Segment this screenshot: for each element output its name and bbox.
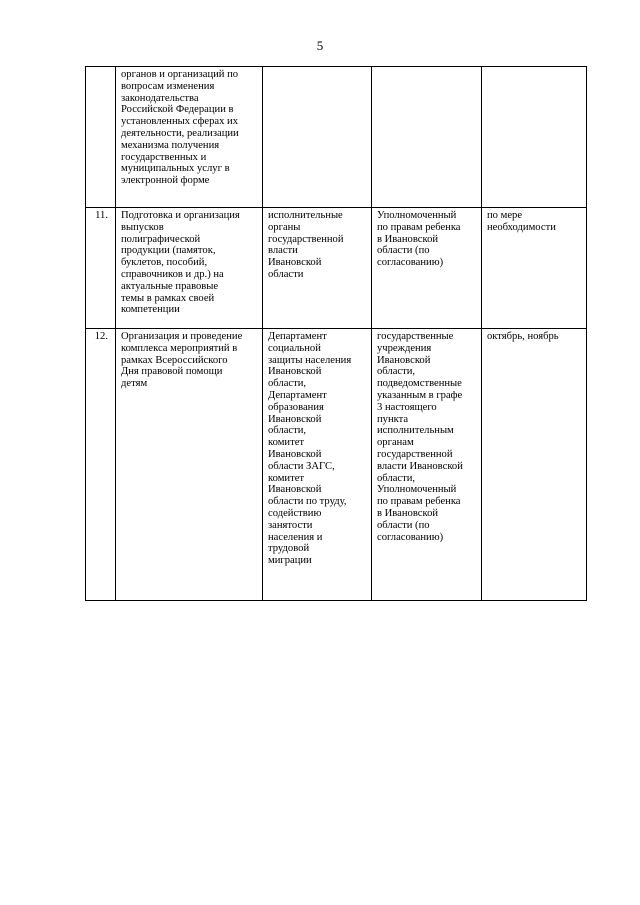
page-number: 5 <box>316 38 324 53</box>
events-table <box>85 66 587 601</box>
table-row <box>86 67 587 208</box>
deadline-cell <box>482 67 587 208</box>
deadline-cell: по мере необходимости <box>482 208 587 329</box>
responsible-cell: исполнительные органы государственной власти Ивановской области <box>263 208 372 329</box>
table-row <box>86 208 587 329</box>
event-cell: органов и организаций по вопросам изменения законодательства Российской Федерации в установленных сферах их деятельности, реализации механизма получения государственных и муниципальных услуг в электронной форме <box>116 67 263 208</box>
participants-cell: государственные учреждения Ивановской области, подведомственные указанным в графе 3 настоящего пункта исполнительным органам государственной власти Ивановской области, Уполномоченный по правам ребенка в Ивановской области (по согласованию) <box>372 329 482 601</box>
event-cell: Подготовка и организация выпусков полиграфической продукции (памяток, буклетов, пособий, справочников и др.) на актуальные правовые темы в рамках своей компетенции <box>116 208 263 329</box>
row-number-cell: 11. <box>86 208 116 329</box>
table-row <box>86 329 587 601</box>
responsible-cell <box>263 67 372 208</box>
responsible-cell: Департамент социальной защиты населения Ивановской области, Департамент образования Ивановской области, комитет Ивановской области ЗАГС, комитет Ивановской области по труду, содействию занятости населения и трудовой миграции <box>263 329 372 601</box>
row-number-cell <box>86 67 116 208</box>
row-number-cell: 12. <box>86 329 116 601</box>
event-cell: Организация и проведение комплекса мероприятий в рамках Всероссийского Дня правовой помощи детям <box>116 329 263 601</box>
deadline-cell: октябрь, ноябрь <box>482 329 587 601</box>
participants-cell <box>372 67 482 208</box>
participants-cell: Уполномоченный по правам ребенка в Ивановской области (по согласованию) <box>372 208 482 329</box>
